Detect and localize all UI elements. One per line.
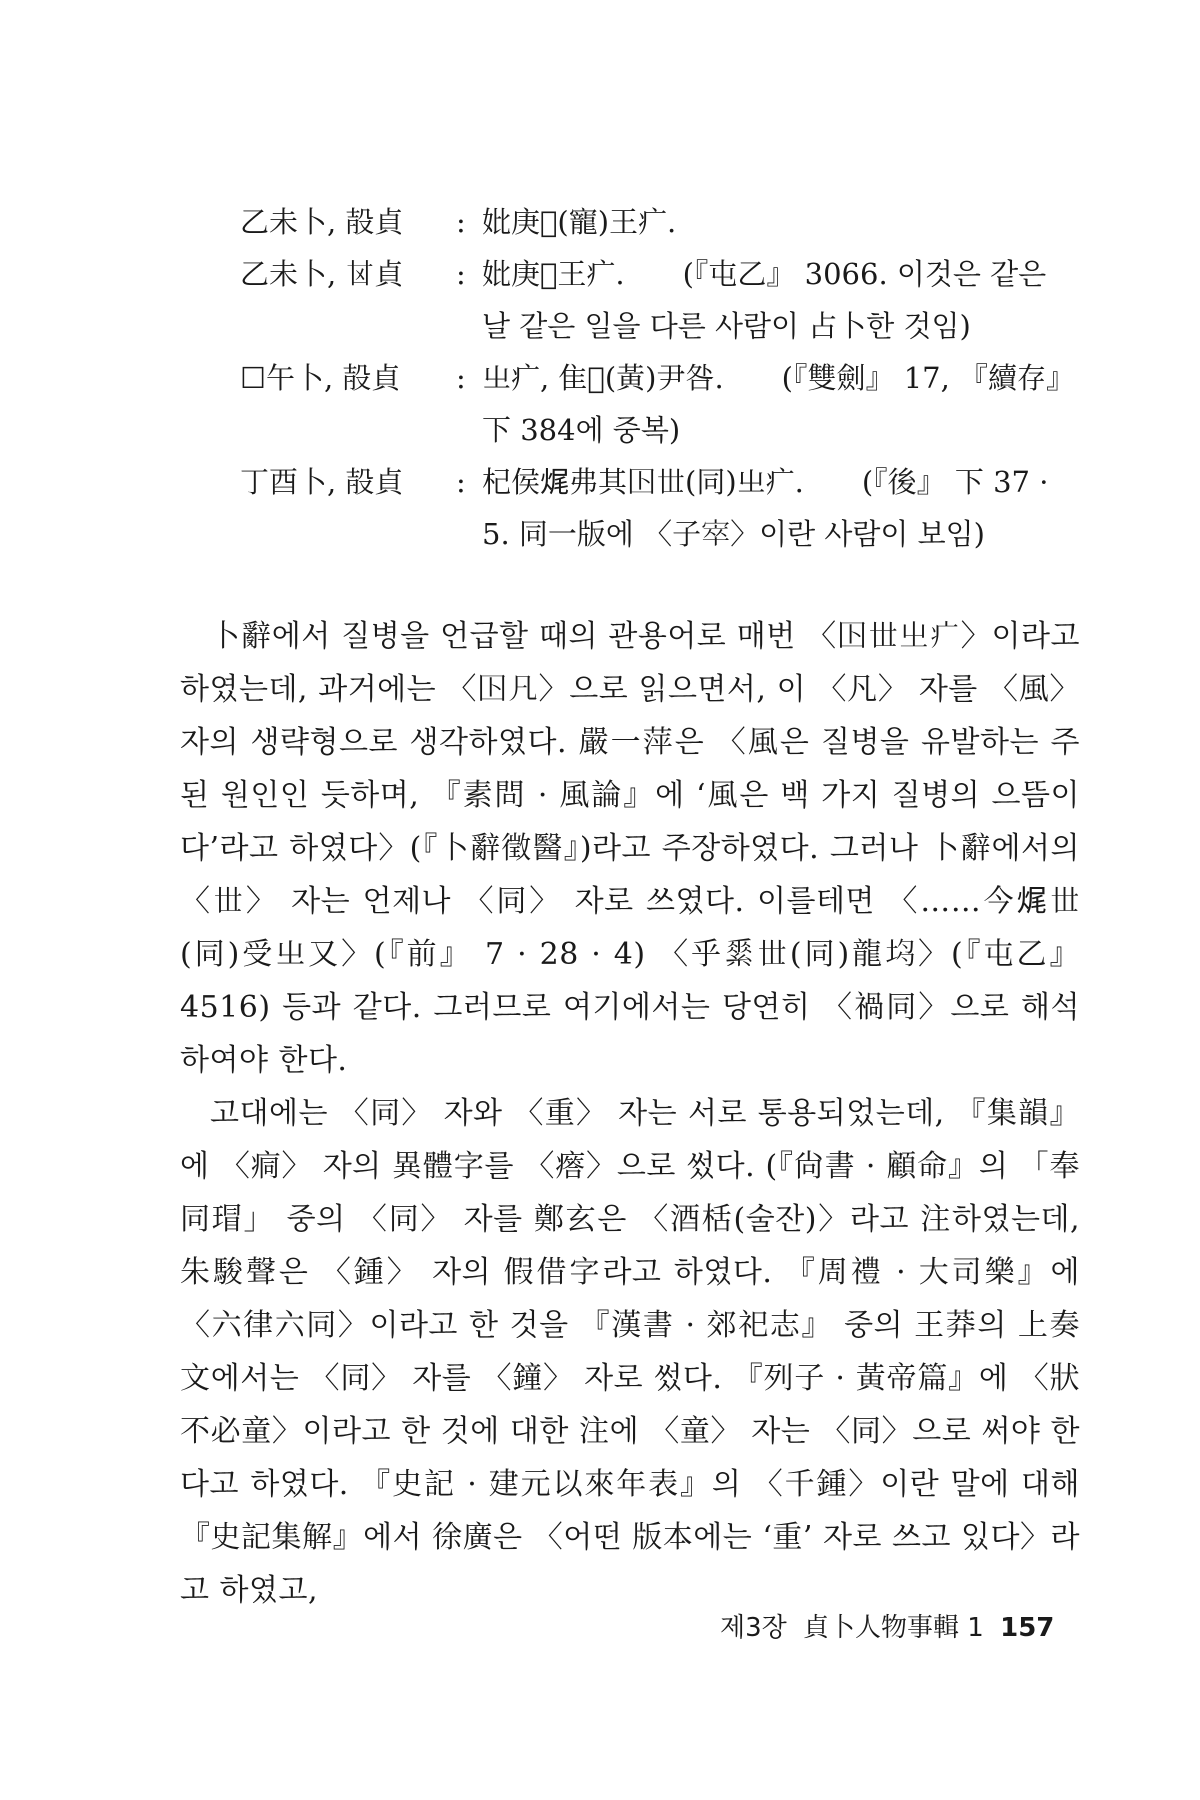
page-footer xyxy=(720,1608,1100,1648)
entry-colon: : xyxy=(456,361,466,395)
running-title: 貞卜人物事輯 1 xyxy=(803,1613,984,1643)
page-number: 157 xyxy=(1000,1613,1055,1643)
inscription-entry xyxy=(240,456,1080,560)
inscription-entries xyxy=(240,196,1080,560)
inscription-entry xyxy=(240,196,1080,248)
entry-colon: : xyxy=(456,465,466,499)
entry-body: 㞢疒, 隹𡚤(黃)尹咎. (『雙劍』 17, 『續存』 下 384에 중복) xyxy=(482,361,1076,447)
entry-heading: 丁酉卜, 㱿貞 xyxy=(240,465,404,499)
entry-colon: : xyxy=(456,205,466,239)
inscription-entry xyxy=(240,352,1080,456)
body-text xyxy=(180,610,1080,1617)
entry-body: 妣庚𢍉(寵)王疒. xyxy=(482,205,677,239)
entry-body: 杞侯𤈦弗其𡆥𠀍(同)㞢疒. (『後』 下 37 · 5. 同一版에 〈子𡨧〉이란 사람이 보임) xyxy=(482,465,1049,551)
chapter-label: 제3장 xyxy=(720,1613,787,1643)
entry-colon: : xyxy=(456,257,466,291)
entry-heading: 乙未卜, 𠀠貞 xyxy=(240,257,404,291)
inscription-entry xyxy=(240,248,1080,352)
entry-heading: ☐午卜, 㱿貞 xyxy=(240,361,401,395)
entry-body: 妣庚𢍉王疒. (『屯乙』 3066. 이것은 같은 날 같은 일을 다른 사람이 占卜한 것임) xyxy=(482,257,1047,343)
entry-heading: 乙未卜, 㱿貞 xyxy=(240,205,404,239)
body-paragraph: 卜辭에서 질병을 언급할 때의 관용어로 매번 〈𡆥𠀍㞢疒〉이라고 하였는데, 과거에는 〈𡆥凡〉으로 읽으면서, 이 〈凡〉 자를 〈風〉 자의 생략형으로 생각하였다. 嚴一萍은 〈風은 질병을 유발하는 주된 원인인 듯하며, 『素問 · 風論』에 ‘風은 백 가지 질병의 으뜸이다’라고 하였다〉(『卜辭徵醫』)라고 주장하였다. 그러나 卜辭에서의 〈𠀍〉 자는 언제나 〈同〉 자로 쓰였다. 이를테면 〈……今𤈦𠀍(同)受㞢又〉(『前』 7 · 28 · 4) 〈乎𦃃𠀍(同)龍𡋝〉(『屯乙』 4516) 등과 같다. 그러므로 여기에서는 당연히 〈禍同〉으로 해석하여야 한다. xyxy=(180,619,1080,1078)
body-paragraph: 고대에는 〈同〉 자와 〈重〉 자는 서로 통용되었는데, 『集韻』에 〈痌〉 자의 異體字를 〈𤺥〉으로 썼다. (『尙書 · 顧命』의 「奉同瑁」 중의 〈同〉 자를 鄭玄은 〈酒栝(술잔)〉라고 注하였는데, 朱駿聲은 〈鍾〉 자의 假借字라고 하였다. 『周禮 · 大司樂』에 〈六律六同〉이라고 한 것을 『漢書 · 郊祀志』 중의 王莽의 上奏文에서는 〈同〉 자를 〈鐘〉 자로 썼다. 『列子 · 黃帝篇』에 〈狀不必童〉이라고 한 것에 대한 注에 〈童〉 자는 〈同〉으로 써야 한다고 하였다. 『史記 · 建元以來年表』의 〈千鍾〉이란 말에 대해 『史記集解』에서 徐廣은 〈어떤 版本에는 ‘重’ 자로 쓰고 있다〉라고 하였고, xyxy=(180,1096,1080,1608)
